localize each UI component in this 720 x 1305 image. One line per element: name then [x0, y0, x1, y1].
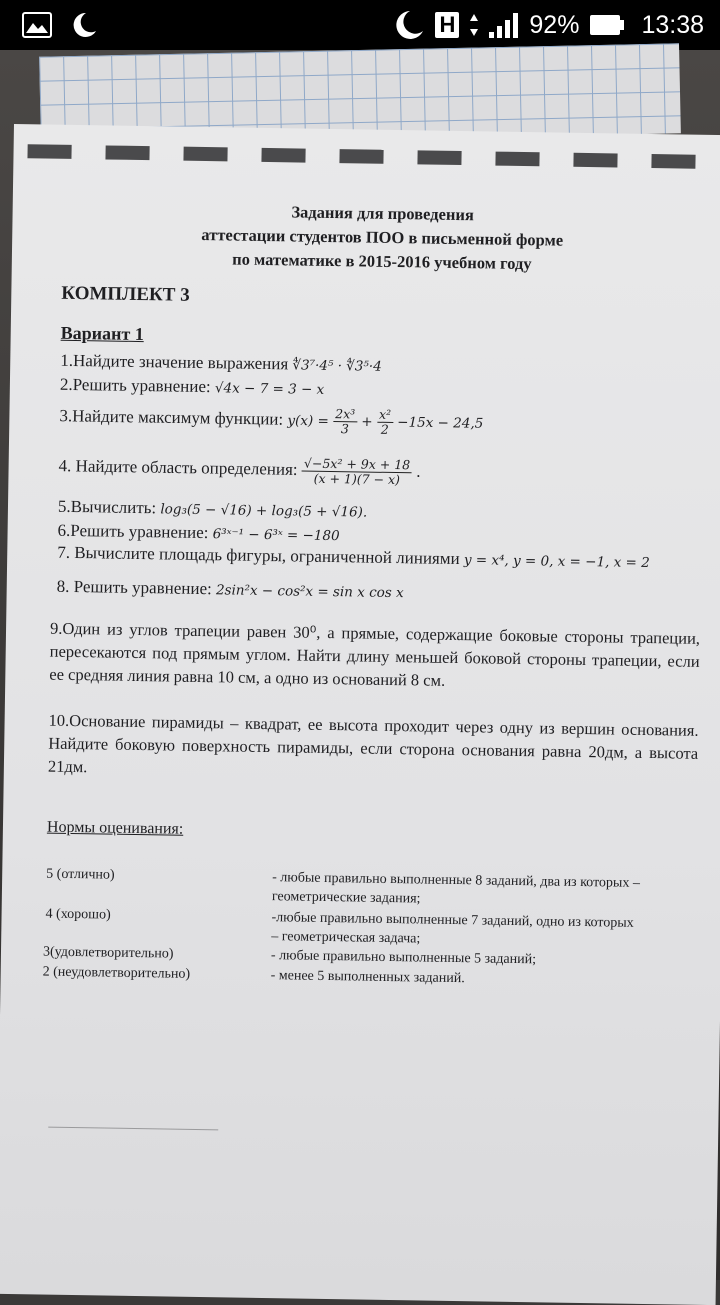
- fraction-numerator: √−5x² + 9x + 18: [302, 457, 412, 474]
- dash-mark: [417, 150, 461, 165]
- grade-2: 2 (неудовлетворительно): [42, 964, 191, 982]
- task-1: [60, 351, 382, 376]
- norms-title: Нормы оценивания:: [46, 818, 184, 838]
- header-line-2: аттестации студентов ПОО в письменной форме: [201, 224, 564, 250]
- grade-3: 3(удовлетворительно): [42, 944, 174, 962]
- dash-mark: [339, 149, 383, 164]
- task-8-text: 8. Решить уравнение:: [56, 576, 212, 599]
- task-9: 9.Один из углов трапеции равен 30⁰, а прямые, содержащие боковые стороны трапеции, пересекаются под прямым углом. Найти длину меньшей боковой стороны трапеции, если ее средняя линия равна 10 см, а одно из оснований 8 см.: [49, 618, 701, 690]
- task-7-text: 7. Вычислите площадь фигуры, ограниченной линиями: [57, 542, 460, 569]
- task-4-fraction: [302, 457, 413, 488]
- task-6-expression: 6³ˣ⁻¹ − 6³ˣ = −180: [212, 526, 340, 545]
- do-not-disturb-moon-icon: [393, 9, 425, 41]
- task-3-lhs: y(x) =: [287, 412, 329, 430]
- dash-mark: [495, 152, 539, 167]
- grade-5: 5 (отлично): [46, 866, 115, 883]
- fraction-denominator: 3: [340, 421, 350, 437]
- status-bar: [0, 0, 720, 50]
- task-10: 10.Основание пирамиды – квадрат, ее высота проходит через одну из вершин основания. Найдите боковую поверхность пирамиды, если сторона основания равна 20дм, а высота 21дм.: [47, 710, 699, 777]
- grade-4-desc: -любые правильно выполненные 7 заданий, одно из которых – геометрическая задача;: [271, 910, 634, 947]
- gallery-icon: [22, 12, 52, 38]
- dash-mark: [261, 148, 305, 163]
- fraction-denominator: (x + 1)(7 − x): [313, 470, 401, 488]
- perforation-marks: [27, 144, 707, 171]
- dash-mark: [651, 154, 695, 169]
- document-sheet: [0, 124, 720, 1305]
- kit-title: КОМПЛЕКТ 3: [61, 282, 190, 306]
- signal-icon: [489, 12, 519, 38]
- fraction-numerator: x²: [377, 408, 393, 423]
- task-3-text: 3.Найдите максимум функции:: [59, 406, 284, 429]
- task-3: [59, 403, 483, 439]
- header-line-1: Задания для проведения: [291, 202, 474, 225]
- task-4-period: .: [416, 461, 421, 481]
- dash-mark: [573, 153, 617, 168]
- fraction-denominator: 2: [380, 421, 389, 437]
- task-6-text: 6.Решить уравнение:: [57, 520, 209, 543]
- task-6: [57, 521, 339, 545]
- task-5-expression: log₃(5 − √16) + log₃(5 + √16).: [160, 501, 368, 521]
- task-3-tail: −15x − 24,5: [397, 414, 484, 432]
- grade-4: 4 (хорошо): [45, 906, 111, 923]
- battery-icon: [589, 14, 625, 36]
- task-7-expression: y = x⁴, y = 0, x = −1, x = 2: [463, 552, 650, 572]
- moon-icon: [72, 11, 98, 39]
- task-7: [57, 543, 650, 572]
- battery-percent: 92%: [529, 10, 580, 39]
- task-1-text: 1.Найдите значение выражения: [60, 350, 289, 374]
- task-2: [60, 375, 325, 399]
- task-4-text: 4. Найдите область определения:: [58, 456, 298, 479]
- task-3-fraction-1: [333, 407, 357, 436]
- variant-title: Вариант 1: [60, 322, 144, 345]
- grade-2-desc: - менее 5 выполненных заданий.: [270, 968, 465, 987]
- grade-3-desc: - любые правильно выполненные 5 заданий;: [270, 948, 537, 968]
- dash-mark: [27, 144, 71, 159]
- network-type-icon: H: [435, 12, 459, 38]
- task-8-expression: 2sin²x − cos²x = sin x cos x: [215, 582, 404, 602]
- task-3-fraction-2: [377, 408, 394, 437]
- task-2-text: 2.Решить уравнение:: [59, 374, 211, 397]
- task-4: [58, 453, 420, 488]
- task-3-plus: +: [361, 413, 373, 431]
- dash-mark: [105, 145, 149, 160]
- clock: 13:38: [641, 10, 704, 39]
- task-5-text: 5.Вычислить:: [57, 496, 157, 518]
- fraction-numerator: 2x³: [333, 407, 357, 422]
- header-line-3: по математике в 2015-2016 учебном году: [232, 249, 532, 274]
- task-2-expression: √4x − 7 = 3 − x: [214, 380, 325, 398]
- grade-5-desc: - любые правильно выполненные 8 заданий, два из которых – геометрические задания;: [271, 870, 641, 907]
- task-1-expression: ∜3⁷·4⁵ · ∜3⁵·4: [292, 357, 382, 375]
- dash-mark: [183, 147, 227, 162]
- task-5: [58, 497, 368, 522]
- data-arrows-icon: [469, 12, 479, 38]
- task-8: [57, 577, 404, 602]
- signature-line: [48, 1127, 218, 1131]
- document-header: [72, 197, 693, 279]
